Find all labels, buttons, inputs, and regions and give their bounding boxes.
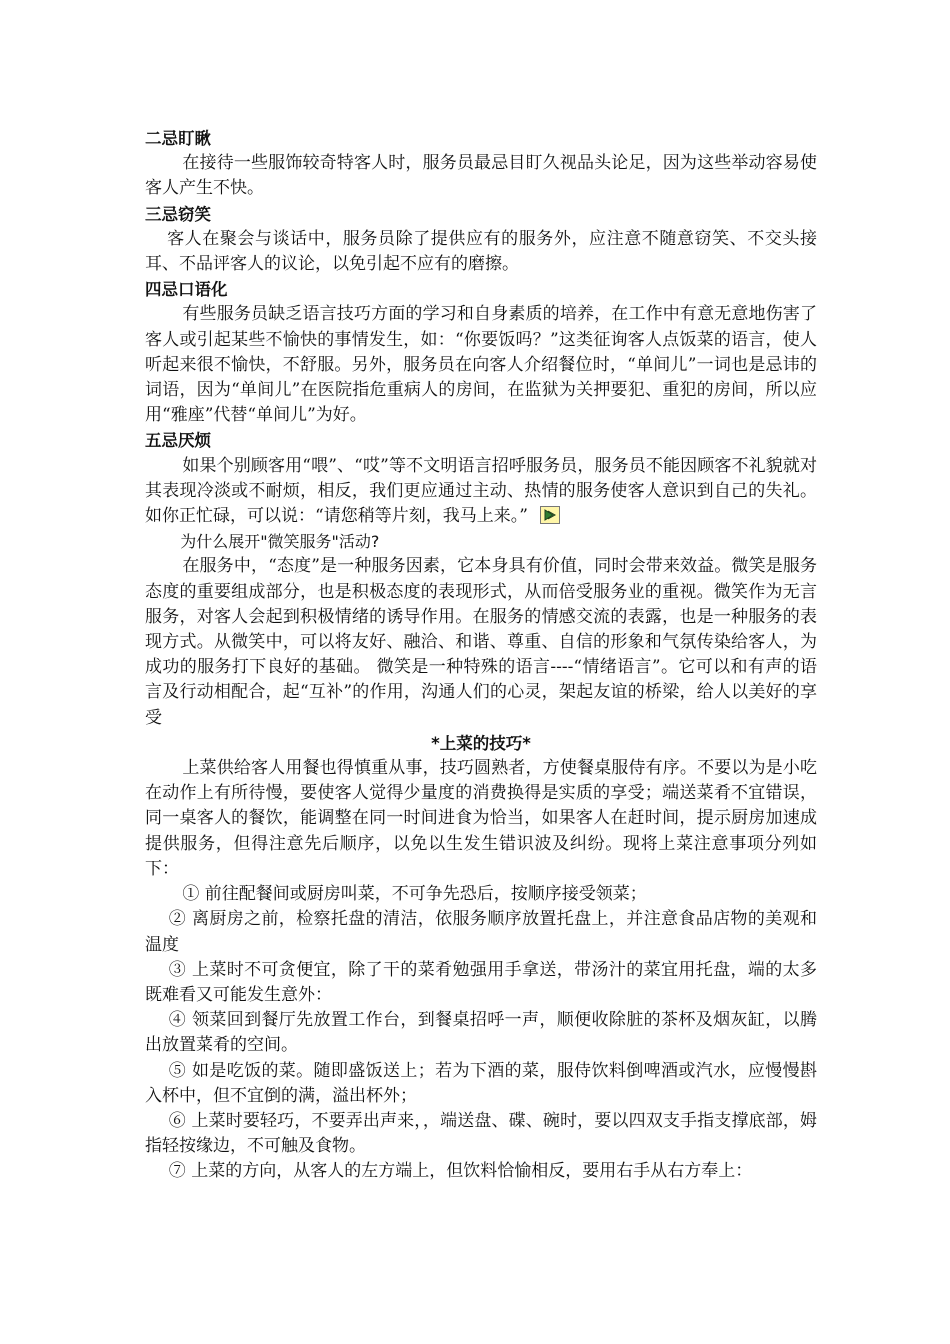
- section-body-impatience: 如果个别顾客用“喂”、“哎”等不文明语言招呼服务员，服务员不能因顾客不礼貌就对其表现冷淡或不耐烦，相反，我们更应通过主动、热情的服务使客人意识到自己的失礼。如你正忙碌，可以说：“请您稍等片刻，我马上来。”: [145, 455, 817, 527]
- section-body-staring: 在接待一些服饰较奇特客人时，服务员最忌目盯久视品头论足，因为这些举动容易使客人产生不快。: [145, 153, 817, 199]
- section-title-colloquial: 四忌口语化: [145, 280, 228, 300]
- section-title-impatience: 五忌厌烦: [145, 431, 211, 451]
- section-body-colloquial: 有些服务员缺乏语言技巧方面的学习和自身素质的培养，在工作中有意无意地伤害了客人或引起某些不愉快的事情发生，如：“你要饭吗？”这类征询客人点饭菜的语言，使人听起来很不愉快，不舒服。另外，服务员在向客人介绍餐位时，“单间儿”一词也是忌讳的词语，因为“单间儿”在医院指危重病人的房间，在监狱为关押要犯、重犯的房间，所以应用“雅座”代替“单间儿”为好。: [145, 304, 817, 426]
- serving-item: ④ 领菜回到餐厅先放置工作台，到餐桌招呼一声，顺便收除脏的茶杯及烟灰缸，以腾出放置菜肴的空间。: [145, 1010, 817, 1056]
- serving-skills-title: *上菜的技巧*: [431, 733, 531, 753]
- serving-item: ⑥ 上菜时要轻巧，不要弄出声来，，端送盘、碟、碗时，要以四双支手指支撑底部，姆指轻按缘边，不可触及食物。: [145, 1110, 817, 1157]
- hyperlink-arrow-icon[interactable]: [540, 506, 560, 524]
- document-page: [145, 126, 817, 1185]
- serving-item: ② 离厨房之前，检察托盘的清洁，依服务顺序放置托盘上，并注意食品店物的美观和温度: [145, 909, 817, 955]
- section-title-staring: 二忌盯瞅: [145, 129, 211, 148]
- serving-intro: 上菜供给客人用餐也得慎重从事，技巧圆熟者，方使餐桌服侍有序。不要以为是小吃在动作上有所待慢，要使客人觉得少量度的消费换得是实质的享受；端送菜肴不宜错误，同一桌客人的餐饮，能调整在同一时间进食为恰当，如果客人在赶时间，提示厨房加速成提供服务，但得注意先后顺序，以免以生发生错识波及纠纷。现将上菜注意事项分列如下：: [145, 758, 817, 879]
- section-body-snicker: 客人在聚会与谈话中，服务员除了提供应有的服务外，应注意不随意窃笑、不交头接耳、不品评客人的议论，以免引起不应有的磨擦。: [145, 228, 817, 275]
- serving-item: ① 前往配餐间或厨房叫菜，不可争先恐后，按顺序接受领菜；: [182, 884, 647, 905]
- serving-item: ③ 上菜时不可贪便宜，除了干的菜肴勉强用手拿送，带汤汁的菜宜用托盘，端的太多既难看又可能发生意外：: [145, 959, 817, 1005]
- serving-item: ⑦ 上菜的方向，从客人的左方端上，但饮料恰愉相反，要用右手从右方奉上：: [168, 1161, 753, 1182]
- section-title-snicker: 三忌窃笑: [145, 204, 211, 224]
- smile-service-question: 为什么展开"微笑服务"活动?: [180, 532, 380, 552]
- serving-item: ⑤ 如是吃饭的菜。随即盛饭送上；若为下酒的菜，服侍饮料倒啤酒或汽水，应慢慢斟入杯中，但不宜倒的满，溢出杯外；: [145, 1060, 817, 1106]
- section-body-impatience-wrap: [145, 454, 817, 530]
- smile-service-body: 在服务中，“态度”是一种服务因素，它本身具有价值，同时会带来效益。微笑是服务态度的重要组成部分，也是积极态度的表现形式，从而倍受服务业的重视。微笑作为无言服务，对客人会起到积极情绪的诱导作用。在服务的情感交流的表露，也是一种服务的表现方式。从微笑中，可以将友好、融洽、和谐、尊重、自信的形象和气氛传染给客人，为成功的服务打下良好的基础。 微笑是一种特殊的语言----“情绪语言”。它可以和有声的语言及行动相配合，起“互补”的作用，沟通人们的心灵，架起友谊的桥梁，给人以美好的享受: [145, 556, 817, 728]
